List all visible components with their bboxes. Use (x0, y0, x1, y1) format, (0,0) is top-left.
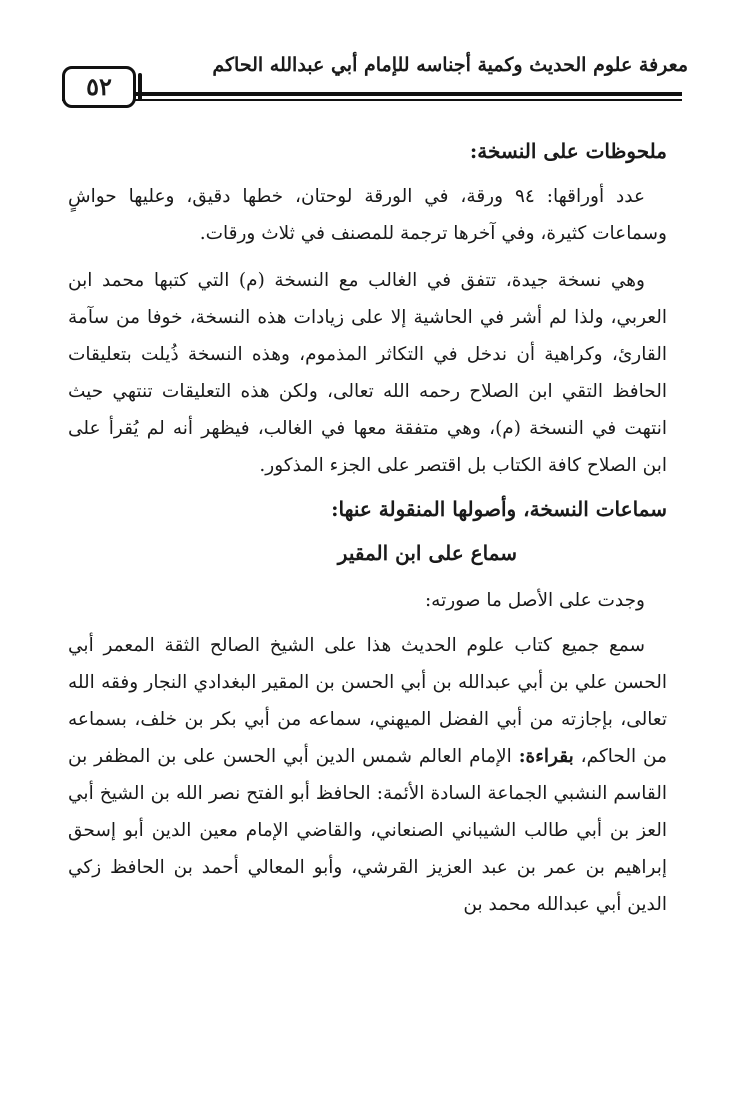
paragraph-hearing-record (68, 627, 667, 923)
section-heading-notes: ملحوظات على النسخة: (469, 139, 667, 163)
header-rule-thick (62, 92, 682, 96)
hearing-text-part1: سمع جميع كتاب علوم الحديث هذا على الشيخ الصالح الثقة المعمر أبي الحسن علي بن أبي عبدالله بن أبي الحسن بن المقير البغدادي النجار وفقه الله تعالى، بإجازته من أبي الفضل الميهني، سماعه من أبي بكر بن خلف، بسماعه من الحاكم، (68, 635, 668, 767)
subheading-ibn-al-muqayyir: سماع على ابن المقير (337, 541, 517, 565)
paragraph-intro: وجدت على الأصل ما صورته: (424, 590, 645, 611)
hearing-text-part2: الإمام العالم شمس الدين أبي الحسن على بن المظفر بن القاسم النشبي الجماعة السادة الأئمة: الحافظ أبو الفتح نصر الله بن الشيخ أبي العز بن أبي طالب الشيباني الصنعاني، والقاضي الإمام معين الدين أبو إسحق إبراهيم بن عمر بن عبد العزيز القرشي، وأبو المعالي أحمد بن الحافظ زكي الدين أبي عبدالله محمد بن (68, 746, 667, 915)
running-title: معرفة علوم الحديث وكمية أجناسه للإمام أبي عبدالله الحاكم (212, 54, 688, 76)
hearing-text-bold: بقراءة: (518, 746, 574, 767)
paragraph-folio-count: عدد أوراقها: ٩٤ ورقة، في الورقة لوحتان، خطها دقيق، وعليها حواشٍ وسماعات كثيرة، وفي آخرها ترجمة للمصنف في ثلاث ورقات. (68, 186, 667, 244)
section-heading-hearings: سماعات النسخة، وأصولها المنقولة عنها: (331, 497, 667, 521)
page-body (68, 126, 667, 933)
header-rule-thin (62, 99, 682, 101)
paragraph-copy-description: وهي نسخة جيدة، تتفق في الغالب مع النسخة (م) التي كتبها محمد ابن العربي، ولذا لم أشر في الحاشية إلا على زيادات هذه النسخة، خوفا من سآمة القارئ، وكراهية أن ندخل في التكاثر المذموم، وهذه النسخة ذُيلت بتعليقات الحافظ التقي ابن الصلاح رحمه الله تعالى، ولكن هذه التعليقات تنتهي حيث انتهت في النسخة (م)، وهي متفقة معها في الغالب، فيظهر أنه لم يُقرأ على ابن الصلاح كافة الكتاب بل اقتصر على الجزء المذكور. (68, 270, 667, 476)
page-number: ٥٢ (86, 72, 112, 101)
page-number-frame (62, 66, 136, 108)
page-header (62, 46, 688, 116)
